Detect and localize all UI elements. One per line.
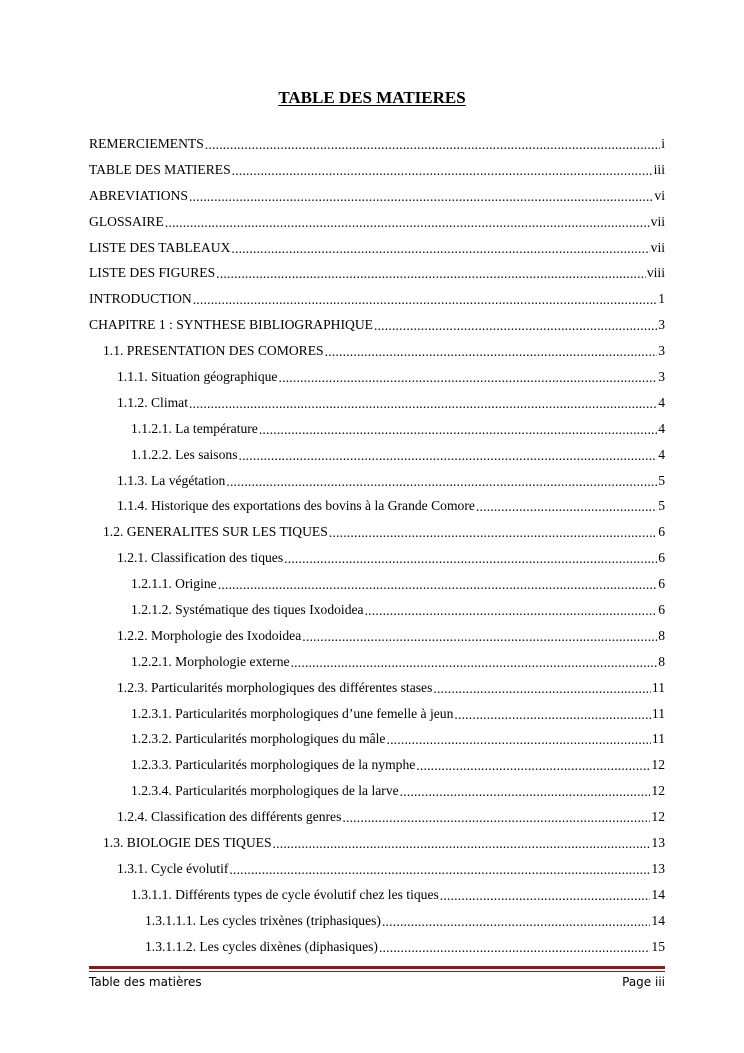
toc-entry[interactable]: [89, 675, 665, 701]
toc-entry-page: i: [661, 135, 665, 151]
toc-entry[interactable]: [89, 442, 665, 468]
dot-leader: [440, 888, 651, 904]
toc-entry[interactable]: [89, 623, 665, 649]
dot-leader: [379, 940, 650, 956]
toc-entry-label: ABREVIATIONS: [89, 187, 188, 203]
dot-leader: [226, 474, 657, 490]
toc-entry-page: 13: [651, 834, 665, 850]
toc-entry-label: 1.2.3. Particularités morphologiques des différentes stases: [117, 679, 433, 695]
toc-entry[interactable]: [89, 908, 665, 934]
toc-entry-page: 15: [651, 938, 665, 954]
dot-leader: [193, 292, 658, 308]
dot-leader: [433, 681, 651, 697]
toc-entry-label: 1.1.3. La végétation: [117, 472, 226, 488]
toc-entry-page: 4: [658, 446, 665, 462]
toc-entry-label: 1.2.3.2. Particularités morphologiques du mâle: [131, 731, 386, 747]
toc-entry-page: 12: [651, 757, 665, 773]
page-title: TABLE DES MATIERES: [278, 88, 466, 107]
dot-leader: [325, 344, 658, 360]
toc-entry-page: 14: [651, 912, 665, 928]
toc-entry-label: 1.3.1.1.1. Les cycles trixènes (triphasiques): [145, 912, 381, 928]
toc-entry-label: 1.1.2.1. La température: [131, 420, 258, 436]
toc-entry-page: 11: [651, 679, 665, 695]
dot-leader: [278, 370, 657, 386]
dot-leader: [476, 499, 657, 515]
toc-entry[interactable]: [89, 312, 665, 338]
toc-entry[interactable]: [89, 726, 665, 752]
toc-entry-page: 3: [658, 368, 665, 384]
dot-leader: [231, 241, 649, 257]
toc-entry-page: 6: [658, 524, 665, 540]
toc-entry[interactable]: [89, 235, 665, 261]
toc-entry-page: 12: [651, 809, 665, 825]
toc-entry-page: 4: [658, 420, 665, 436]
dot-leader: [454, 707, 651, 723]
toc-entry-label: 1.2.2.1. Morphologie externe: [131, 653, 290, 669]
toc-entry-page: 3: [658, 317, 665, 333]
toc-entry-page: 11: [651, 731, 665, 747]
dot-leader: [342, 810, 650, 826]
toc-entry[interactable]: [89, 804, 665, 830]
toc-entry-page: 1: [658, 291, 665, 307]
toc-entry-label: 1.2.3.3. Particularités morphologiques de la nymphe: [131, 757, 416, 773]
toc-entry-label: 1.2.3.1. Particularités morphologiques d’une femelle à jeun: [131, 705, 454, 721]
toc-entry-label: LISTE DES TABLEAUX: [89, 239, 231, 255]
dot-leader: [189, 396, 657, 412]
toc-entry[interactable]: [89, 364, 665, 390]
dot-leader: [229, 862, 650, 878]
toc-entry-label: 1.3.1.1.2. Les cycles dixènes (diphasiques): [145, 938, 378, 954]
toc-entry-page: 8: [658, 653, 665, 669]
dot-leader: [189, 189, 653, 205]
dot-leader: [238, 448, 657, 464]
toc-entry-label: 1.1.2. Climat: [117, 394, 188, 410]
toc-entry-label: 1.2.4. Classification des différents genres: [117, 809, 342, 825]
toc-entry[interactable]: [89, 260, 665, 286]
dot-leader: [232, 163, 653, 179]
toc-entry[interactable]: [89, 131, 665, 157]
toc-entry-page: 4: [658, 394, 665, 410]
toc-entry-label: 1.2. GENERALITES SUR LES TIQUES: [103, 524, 328, 540]
footer-rule-thin: [89, 971, 665, 972]
toc-entry[interactable]: [89, 934, 665, 960]
dot-leader: [374, 318, 657, 334]
toc-entry[interactable]: [89, 338, 665, 364]
toc-entry-label: CHAPITRE 1 : SYNTHESE BIBLIOGRAPHIQUE: [89, 317, 373, 333]
toc-entry-label: INTRODUCTION: [89, 291, 192, 307]
toc-entry-label: 1.2.1. Classification des tiques: [117, 550, 284, 566]
toc-entry-page: 6: [658, 576, 665, 592]
toc-entry-page: 5: [658, 472, 665, 488]
dot-leader: [329, 525, 657, 541]
toc-entry[interactable]: [89, 830, 665, 856]
toc-entry[interactable]: [89, 649, 665, 675]
dot-leader: [216, 266, 646, 282]
toc-entry[interactable]: [89, 597, 665, 623]
toc-entry-page: 5: [658, 498, 665, 514]
toc-entry-page: iii: [653, 161, 665, 177]
toc-entry-label: 1.3.1.1. Différents types de cycle évolutif chez les tiques: [131, 886, 439, 902]
toc-entry-label: 1.1.1. Situation géographique: [117, 368, 278, 384]
toc-entry-page: 6: [658, 601, 665, 617]
toc-entry[interactable]: [89, 701, 665, 727]
dot-leader: [382, 914, 650, 930]
toc-entry-label: 1.1. PRESENTATION DES COMORES: [103, 343, 324, 359]
toc-entry-page: vii: [650, 213, 665, 229]
toc-entry-label: 1.2.2. Morphologie des Ixodoidea: [117, 627, 302, 643]
toc-entry-page: 14: [651, 886, 665, 902]
toc-entry-page: 6: [658, 550, 665, 566]
toc-entry-label: 1.1.4. Historique des exportations des bovins à la Grande Comore: [117, 498, 475, 514]
toc-entry-label: TABLE DES MATIERES: [89, 161, 231, 177]
dot-leader: [284, 551, 657, 567]
toc-entry[interactable]: [89, 856, 665, 882]
toc-entry-page: vi: [654, 187, 665, 203]
toc-entry-page: 3: [658, 343, 665, 359]
toc-entry-label: LISTE DES FIGURES: [89, 265, 216, 281]
dot-leader: [302, 629, 657, 645]
toc-entry[interactable]: [89, 571, 665, 597]
toc-entry-label: 1.3.1. Cycle évolutif: [117, 860, 229, 876]
dot-leader: [416, 758, 650, 774]
table-of-contents: [89, 131, 665, 960]
toc-entry[interactable]: [89, 390, 665, 416]
toc-entry[interactable]: [89, 468, 665, 494]
dot-leader: [259, 422, 657, 438]
toc-entry[interactable]: [89, 545, 665, 571]
dot-leader: [365, 603, 658, 619]
dot-leader: [291, 655, 658, 671]
toc-entry[interactable]: [89, 183, 665, 209]
toc-entry[interactable]: [89, 778, 665, 804]
toc-entry-page: 8: [658, 627, 665, 643]
dot-leader: [165, 215, 650, 231]
toc-entry[interactable]: [89, 493, 665, 519]
dot-leader: [273, 836, 651, 852]
toc-entry-page: viii: [646, 265, 665, 281]
footer-page-number: Page iii: [622, 975, 665, 989]
toc-entry-page: vii: [650, 239, 665, 255]
toc-entry-page: 13: [651, 860, 665, 876]
toc-entry[interactable]: [89, 157, 665, 183]
toc-entry-label: GLOSSAIRE: [89, 213, 164, 229]
dot-leader: [218, 577, 657, 593]
dot-leader: [205, 137, 660, 153]
dot-leader: [386, 732, 650, 748]
toc-entry-label: 1.2.3.4. Particularités morphologiques de la larve: [131, 783, 399, 799]
toc-entry[interactable]: [89, 416, 665, 442]
toc-entry[interactable]: [89, 286, 665, 312]
page-footer: [89, 975, 665, 989]
toc-entry[interactable]: [89, 882, 665, 908]
toc-entry[interactable]: [89, 209, 665, 235]
dot-leader: [400, 784, 651, 800]
toc-entry[interactable]: [89, 519, 665, 545]
toc-entry-label: 1.2.1.1. Origine: [131, 576, 217, 592]
toc-entry-label: 1.1.2.2. Les saisons: [131, 446, 238, 462]
footer-section-title: Table des matières: [89, 975, 202, 989]
toc-entry-page: 12: [651, 783, 665, 799]
toc-entry-label: 1.2.1.2. Systématique des tiques Ixodoidea: [131, 601, 364, 617]
toc-entry-page: 11: [651, 705, 665, 721]
toc-entry-label: 1.3. BIOLOGIE DES TIQUES: [103, 834, 272, 850]
toc-entry[interactable]: [89, 752, 665, 778]
footer-rule: [89, 966, 665, 969]
toc-entry-label: REMERCIEMENTS: [89, 135, 204, 151]
